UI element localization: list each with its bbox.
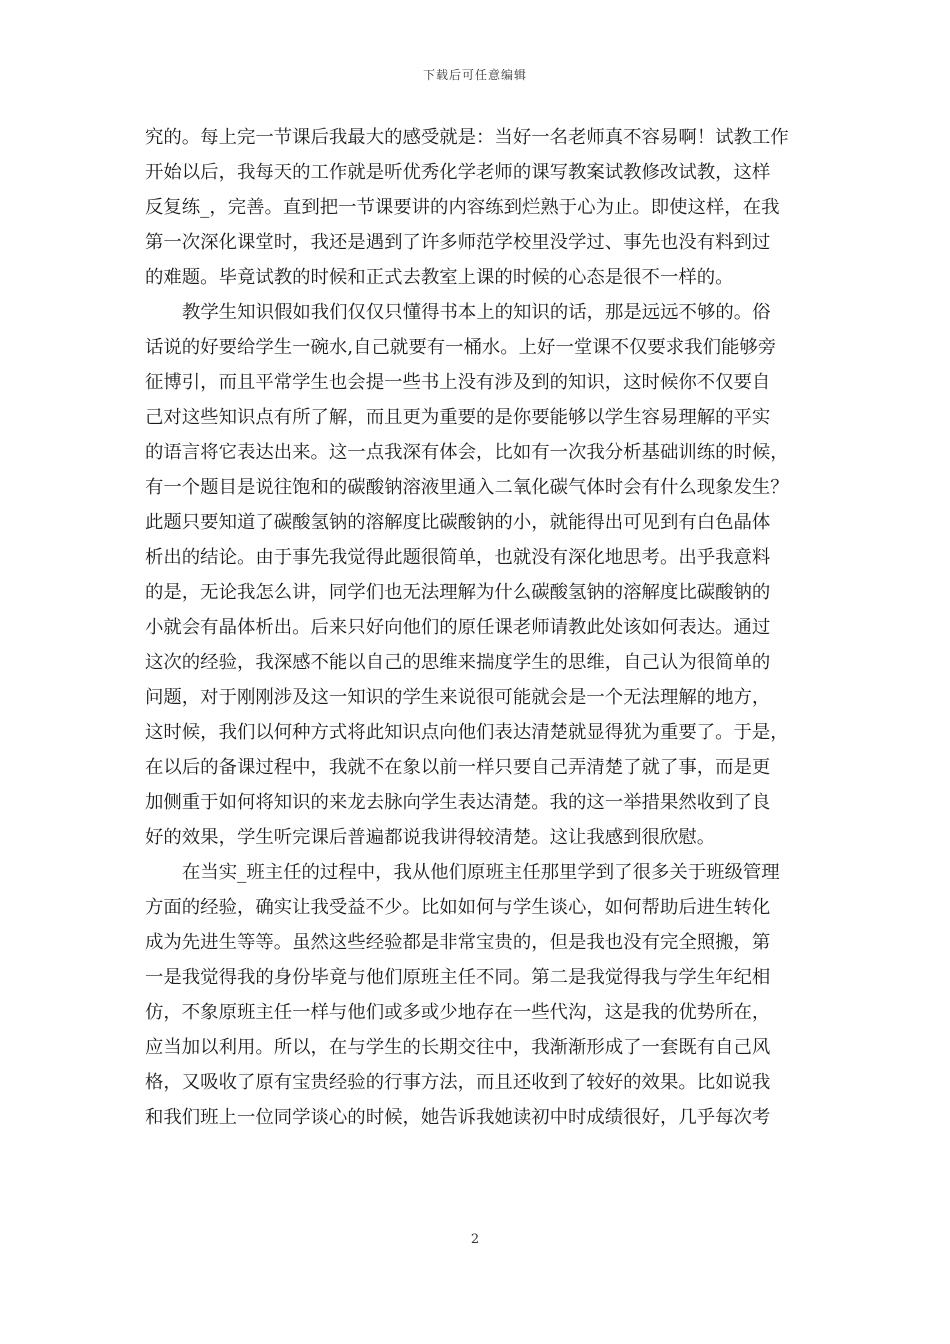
body-text-line: 成为先进生等等。虽然这些经验都是非常宝贵的，但是我也没有完全照搬，第 xyxy=(145,932,771,953)
body-text-line: 此题只要知道了碳酸氢钠的溶解度比碳酸钠的小，就能得出可见到有白色晶体 xyxy=(145,512,771,533)
body-text-line: 问题，对于刚刚涉及这一知识的学生来说很可能就会是一个无法理解的地方， xyxy=(145,687,771,708)
body-text-line: 开始以后，我每天的工作就是听优秀化学老师的课写教案试教修改试教，这样 xyxy=(145,162,771,183)
body-text-line: 己对这些知识点有所了解，而且更为重要的是你要能够以学生容易理解的平实 xyxy=(145,407,771,428)
body-text-line: 征博引，而且平常学生也会提一些书上没有涉及到的知识，这时候你不仅要自 xyxy=(145,372,771,393)
body-text-line: 这时候，我们以何种方式将此知识点向他们表达清楚就显得犹为重要了。于是， xyxy=(145,722,789,743)
body-text-line: 好的效果，学生听完课后普遍都说我讲得较清楚。这让我感到很欣慰。 xyxy=(145,827,716,848)
body-text-line: 和我们班上一位同学谈心的时候，她告诉我她读初中时成绩很好，几乎每次考 xyxy=(145,1107,771,1128)
body-text-line: 方面的经验，确实让我受益不少。比如如何与学生谈心，如何帮助后进生转化 xyxy=(145,897,771,918)
body-text-line: 仿，不象原班主任一样与他们或多或少地存在一些代沟，这是我的优势所在， xyxy=(145,1002,771,1023)
body-text-line: 的难题。毕竟试教的时候和正式去教室上课的时候的心态是很不一样的。 xyxy=(145,267,734,288)
body-text-line: 在以后的备课过程中，我就不在象以前一样只要自己弄清楚了就了事，而是更 xyxy=(145,757,771,778)
page-header: 下载后可任意编辑 xyxy=(422,68,527,82)
body-text-line: 有一个题目是说往饱和的碳酸钠溶液里通入二氧化碳气体时会有什么现象发生？ xyxy=(145,477,789,498)
paragraph-first-line: 在当实_班主任的过程中，我从他们原班主任那里学到了很多关于班级管理 xyxy=(182,862,780,883)
body-text-line: 话说的好要给学生一碗水,自己就要有一桶水。上好一堂课不仅要求我们能够旁 xyxy=(145,337,777,358)
body-text-line: 究的。每上完一节课后我最大的感受就是：当好一名老师真不容易啊！试教工作 xyxy=(145,127,789,148)
body-text-line: 的是，无论我怎么讲，同学们也无法理解为什么碳酸氢钠的溶解度比碳酸钠的 xyxy=(145,582,771,603)
body-text-line: 反复练_，完善。直到把一节课要讲的内容练到烂熟于心为止。即使这样，在我 xyxy=(145,197,780,218)
body-text-line: 的语言将它表达出来。这一点我深有体会，比如有一次我分析基础训练的时候， xyxy=(145,442,789,463)
page-number: 2 xyxy=(470,1232,480,1247)
body-text-line: 格，又吸收了原有宝贵经验的行事方法，而且还收到了较好的效果。比如说我 xyxy=(145,1072,771,1093)
body-text-line: 第一次深化课堂时，我还是遇到了许多师范学校里没学过、事先也没有料到过 xyxy=(145,232,771,253)
body-text-line: 应当加以利用。所以，在与学生的长期交往中，我渐渐形成了一套既有自己风 xyxy=(145,1037,771,1058)
body-text-line: 这次的经验，我深感不能以自己的思维来揣度学生的思维，自己认为很简单的 xyxy=(145,652,771,673)
body-text-line: 一是我觉得我的身份毕竟与他们原班主任不同。第二是我觉得我与学生年纪相 xyxy=(145,967,771,988)
paragraph-first-line: 教学生知识假如我们仅仅只懂得书本上的知识的话，那是远远不够的。俗 xyxy=(182,302,771,323)
body-text-line: 小就会有晶体析出。后来只好向他们的原任课老师请教此处该如何表达。通过 xyxy=(145,617,771,638)
body-text-line: 加侧重于如何将知识的来龙去脉向学生表达清楚。我的这一举措果然收到了良 xyxy=(145,792,771,813)
body-text-line: 析出的结论。由于事先我觉得此题很简单，也就没有深化地思考。出乎我意料 xyxy=(145,547,771,568)
